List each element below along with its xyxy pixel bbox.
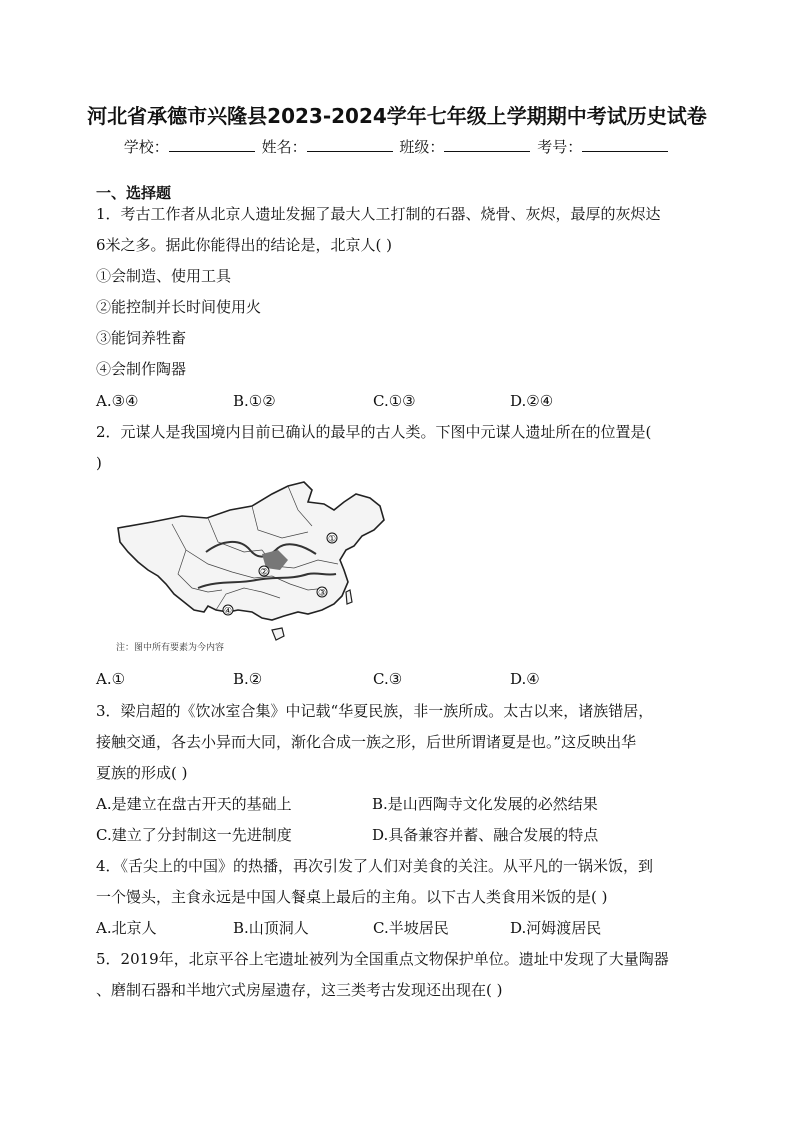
q1-line-1: 1．考古工作者从北京人遗址发掘了最大人工打制的石器、烧骨、灰烬，最厚的灰烬达	[96, 205, 661, 223]
q5-line-1: 5．2019年，北京平谷上宅遗址被列为全国重点文物保护单位。遗址中发现了大量陶器	[96, 950, 669, 968]
q1-option-c: C.①③	[373, 392, 416, 410]
q4-option-b: B.山顶洞人	[233, 919, 309, 937]
q5-line-2: 、磨制石器和半地穴式房屋遗存，这三类考古发现还出现在( )	[96, 981, 503, 999]
q4-option-a: A.北京人	[96, 919, 157, 937]
q2-option-b: B.②	[233, 670, 263, 688]
q1-statement-1: ①会制造、使用工具	[96, 267, 232, 285]
q1-option-d: D.②④	[510, 392, 554, 410]
exam-title: 河北省承德市兴隆县2023-2024学年七年级上学期期中考试历史试卷	[87, 104, 707, 128]
q2-line-2: )	[96, 454, 102, 472]
class-blank	[444, 136, 530, 152]
name-blank	[307, 136, 393, 152]
map-marker-4: ④	[223, 606, 233, 617]
q2-option-d: D.④	[510, 670, 540, 688]
q1-statement-3: ③能饲养牲畜	[96, 329, 187, 347]
q3-option-c: C.建立了分封制这一先进制度	[96, 826, 292, 844]
q4-option-d: D.河姆渡居民	[510, 919, 602, 937]
hainan-island	[272, 628, 284, 640]
map-note: 注：图中所有要素为今内容	[116, 643, 225, 653]
china-map-figure	[112, 480, 392, 658]
q3-line-3: 夏族的形成( )	[96, 764, 188, 782]
q3-option-a: A.是建立在盘古开天的基础上	[96, 795, 292, 813]
q2-option-c: C.③	[373, 670, 403, 688]
q1-option-b: B.①②	[233, 392, 276, 410]
map-marker-2: ②	[259, 567, 269, 578]
map-marker-1: ①	[327, 534, 337, 545]
exam-number-blank	[582, 136, 668, 152]
q2-option-a: A.①	[96, 670, 126, 688]
name-label: 姓名：	[261, 138, 307, 156]
q4-line-2: 一个馒头，主食永远是中国人餐桌上最后的主角。以下古人类食用米饭的是( )	[96, 888, 608, 906]
q2-line-1: 2．元谋人是我国境内目前已确认的最早的古人类。下图中元谋人遗址所在的位置是(	[96, 423, 652, 441]
q4-option-c: C.半坡居民	[373, 919, 449, 937]
taiwan-island	[346, 590, 352, 604]
q4-line-1: 4．《舌尖上的中国》的热播，再次引发了人们对美食的关注。从平凡的一锅米饭，到	[96, 857, 654, 875]
q1-option-a: A.③④	[96, 392, 139, 410]
exam-number-label: 考号：	[537, 138, 583, 156]
q1-line-2: 6米之多。据此你能得出的结论是，北京人( )	[96, 236, 393, 254]
class-label: 班级：	[399, 138, 445, 156]
q3-line-1: 3．梁启超的《饮冰室合集》中记载“华夏民族，非一族所成。太古以来，诸族错居，	[96, 702, 654, 720]
q3-line-2: 接触交通，各去小异而大同，渐化合成一族之形，后世所谓诸夏是也。”这反映出华	[96, 733, 637, 751]
q3-option-d: D.具备兼容并蓄、融合发展的特点	[372, 826, 599, 844]
map-marker-3: ③	[317, 588, 327, 599]
student-info-row	[0, 136, 794, 157]
q1-statement-2: ②能控制并长时间使用火	[96, 298, 262, 316]
school-label: 学校：	[123, 138, 169, 156]
school-blank	[169, 136, 255, 152]
section-title: 一、选择题	[96, 184, 172, 202]
q1-statement-4: ④会制作陶器	[96, 360, 187, 378]
q3-option-b: B.是山西陶寺文化发展的必然结果	[372, 795, 598, 813]
